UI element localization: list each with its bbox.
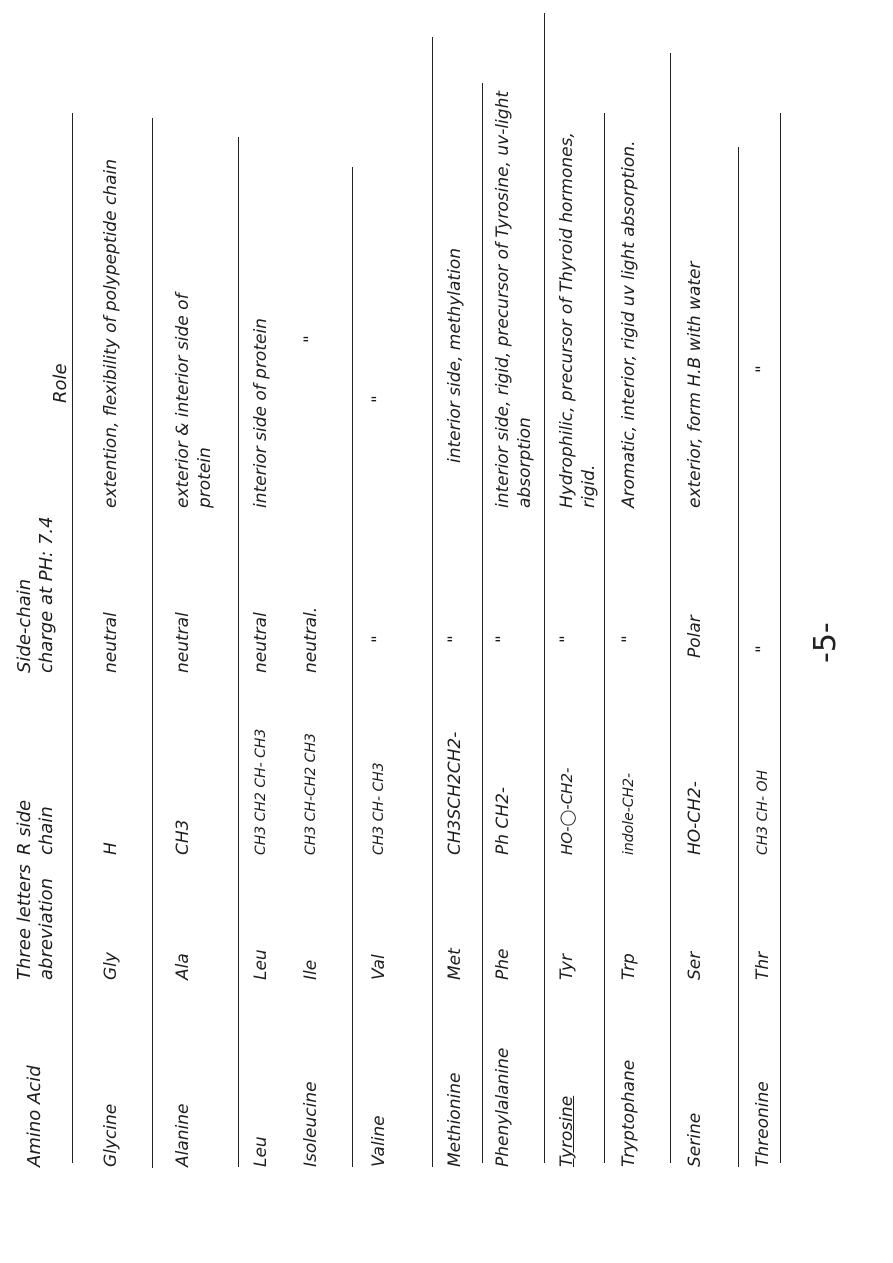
cell-role: interior side of protein (251, 318, 271, 508)
cell-side-chain: CH3 CH2 CH- CH3 (253, 728, 269, 855)
cell-name: Threonine (753, 1081, 773, 1167)
row-divider (544, 13, 545, 1163)
cell-charge: " (369, 635, 389, 643)
cell-abbr: Gly (101, 952, 121, 980)
row-divider (780, 113, 781, 1163)
cell-charge: " (557, 635, 577, 643)
cell-abbr: Trp (619, 953, 639, 980)
cell-role: " (301, 335, 321, 343)
header-side-chain: R side chain (14, 799, 57, 855)
cell-charge: " (493, 635, 513, 643)
cell-charge: " (619, 635, 639, 643)
cell-name: Leu (251, 1136, 271, 1167)
cell-charge: Polar (685, 615, 705, 658)
cell-charge: " (753, 645, 773, 653)
row-divider (482, 83, 483, 1163)
cell-side-chain: CH3SCH2CH2- (445, 731, 465, 855)
cell-name: Tyrosine (557, 1095, 577, 1167)
cell-role: exterior & interior side of protein (173, 293, 215, 508)
cell-abbr: Ser (685, 951, 705, 980)
cell-name: Serine (685, 1112, 705, 1167)
cell-role: Aromatic, interior, rigid uv light absorption. (619, 140, 639, 508)
header-role: Role (50, 363, 71, 403)
row-divider (670, 53, 671, 1163)
cell-side-chain: HO-◯-CH2- (558, 767, 576, 855)
row-divider (238, 137, 239, 1167)
page-number: -5- (808, 622, 843, 663)
cell-side-chain: CH3 (173, 819, 193, 855)
cell-side-chain: H (101, 842, 121, 855)
cell-charge: neutral (173, 612, 193, 673)
cell-role: Hydrophilic, precursor of Thyroid hormones, rigid. (557, 132, 599, 508)
cell-role: " (369, 395, 389, 403)
cell-role: extention, flexibility of polypeptide chain (101, 159, 121, 508)
header-charge: Side-chain charge at PH: 7.4 (14, 516, 57, 673)
cell-abbr: Ala (173, 953, 193, 980)
cell-side-chain: HO-CH2- (685, 781, 705, 855)
cell-name: Glycine (101, 1103, 121, 1167)
cell-charge: " (445, 635, 465, 643)
cell-charge: neutral (251, 612, 271, 673)
cell-abbr: Leu (251, 949, 271, 980)
cell-side-chain: Ph CH2- (493, 786, 513, 855)
cell-role: interior side, methylation (445, 248, 465, 463)
cell-name: Valine (369, 1115, 389, 1167)
cell-abbr: Thr (753, 951, 773, 980)
cell-name: Alanine (173, 1103, 193, 1167)
cell-name: Methionine (445, 1072, 465, 1167)
cell-abbr: Val (369, 954, 389, 980)
cell-side-chain: CH3 CH- CH3 (371, 762, 387, 855)
cell-name: Isoleucine (301, 1081, 321, 1167)
row-divider (352, 167, 353, 1167)
row-divider (432, 37, 433, 1167)
header-amino-acid: Amino Acid (24, 1065, 45, 1167)
row-divider (152, 118, 153, 1168)
cell-role: " (753, 365, 773, 373)
cell-abbr: Tyr (557, 954, 577, 980)
cell-side-chain: CH3 CH-CH2 CH3 (303, 733, 319, 855)
cell-abbr: Met (445, 948, 465, 980)
cell-side-chain: CH3 CH- OH (755, 769, 771, 855)
cell-charge: neutral (101, 612, 121, 673)
cell-name: Tryptophane (619, 1059, 639, 1167)
cell-abbr: Phe (493, 948, 513, 980)
row-divider (738, 147, 739, 1167)
row-divider (604, 113, 605, 1163)
cell-side-chain: indole-CH2- (621, 772, 637, 855)
cell-abbr: Ile (301, 959, 321, 980)
table-header-row (14, 0, 84, 1263)
cell-charge: neutral. (301, 606, 321, 673)
cell-role: exterior, form H.B with water (685, 261, 705, 508)
header-abbreviation: Three letters abreviation (14, 864, 57, 980)
cell-name: Phenylalanine (493, 1047, 513, 1167)
cell-role: interior side, rigid, precursor of Tyrosine, uv-light absorption (493, 90, 535, 508)
row-divider (72, 113, 73, 1163)
